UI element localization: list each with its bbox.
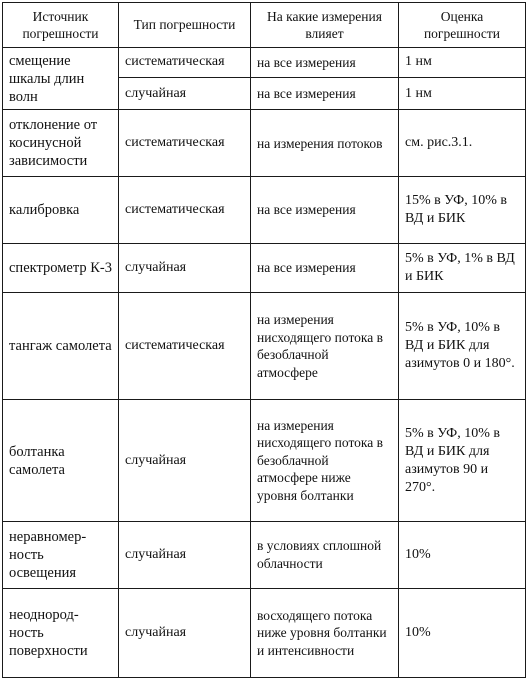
cell-affects: восходящего потока ниже уровня болтанки и интенсивности bbox=[251, 588, 399, 677]
cell-estimate: 1 нм bbox=[399, 47, 526, 77]
cell-type: случайная bbox=[119, 77, 251, 109]
cell-estimate: 10% bbox=[399, 588, 526, 677]
header-source: Источник погрешности bbox=[3, 3, 119, 48]
cell-source: смещение шкалы длин волн bbox=[3, 47, 119, 110]
cell-estimate: 10% bbox=[399, 521, 526, 588]
cell-source: тангаж самолета bbox=[3, 292, 119, 399]
cell-affects: в условиях сплошной облачности bbox=[251, 521, 399, 588]
cell-affects: на измерения нисходящего потока в безоблачной атмосфере ниже уровня болтанки bbox=[251, 400, 399, 522]
header-estimate: Оценка погрешности bbox=[399, 3, 526, 48]
cell-source: болтанка самолета bbox=[3, 400, 119, 522]
cell-estimate: 1 нм bbox=[399, 77, 526, 109]
cell-affects: на все измерения bbox=[251, 77, 399, 109]
error-sources-table bbox=[2, 2, 526, 678]
cell-type: систематическая bbox=[119, 177, 251, 244]
cell-type: систематическая bbox=[119, 292, 251, 399]
table-row bbox=[3, 292, 526, 399]
cell-affects: на все измерения bbox=[251, 177, 399, 244]
table-row bbox=[3, 244, 526, 293]
cell-type: случайная bbox=[119, 588, 251, 677]
cell-estimate: см. рис.3.1. bbox=[399, 110, 526, 177]
header-affects: На какие измерения влияет bbox=[251, 3, 399, 48]
cell-estimate: 5% в УФ, 10% в ВД и БИК для азимутов 0 и 180°. bbox=[399, 292, 526, 399]
table-row bbox=[3, 588, 526, 677]
cell-affects: на измерения потоков bbox=[251, 110, 399, 177]
cell-type: систематическая bbox=[119, 47, 251, 77]
cell-type: случайная bbox=[119, 400, 251, 522]
cell-source: отклонение от косинусной зависимости bbox=[3, 110, 119, 177]
header-row bbox=[3, 3, 526, 48]
table-row bbox=[3, 177, 526, 244]
table-row bbox=[3, 521, 526, 588]
cell-type: случайная bbox=[119, 244, 251, 293]
cell-estimate: 15% в УФ, 10% в ВД и БИК bbox=[399, 177, 526, 244]
table-row bbox=[3, 47, 526, 77]
cell-estimate: 5% в УФ, 10% в ВД и БИК для азимутов 90 и 270°. bbox=[399, 400, 526, 522]
header-type: Тип погрешности bbox=[119, 3, 251, 48]
cell-affects: на измерения нисходящего потока в безоблачной атмосфере bbox=[251, 292, 399, 399]
cell-source: неоднород-ность поверхности bbox=[3, 588, 119, 677]
table-row bbox=[3, 110, 526, 177]
table-row bbox=[3, 400, 526, 522]
cell-type: случайная bbox=[119, 521, 251, 588]
cell-source: калибровка bbox=[3, 177, 119, 244]
cell-estimate: 5% в УФ, 1% в ВД и БИК bbox=[399, 244, 526, 293]
cell-affects: на все измерения bbox=[251, 244, 399, 293]
cell-type: систематическая bbox=[119, 110, 251, 177]
cell-source: неравномер-ность освещения bbox=[3, 521, 119, 588]
cell-affects: на все измерения bbox=[251, 47, 399, 77]
cell-source: спектрометр К-3 bbox=[3, 244, 119, 293]
